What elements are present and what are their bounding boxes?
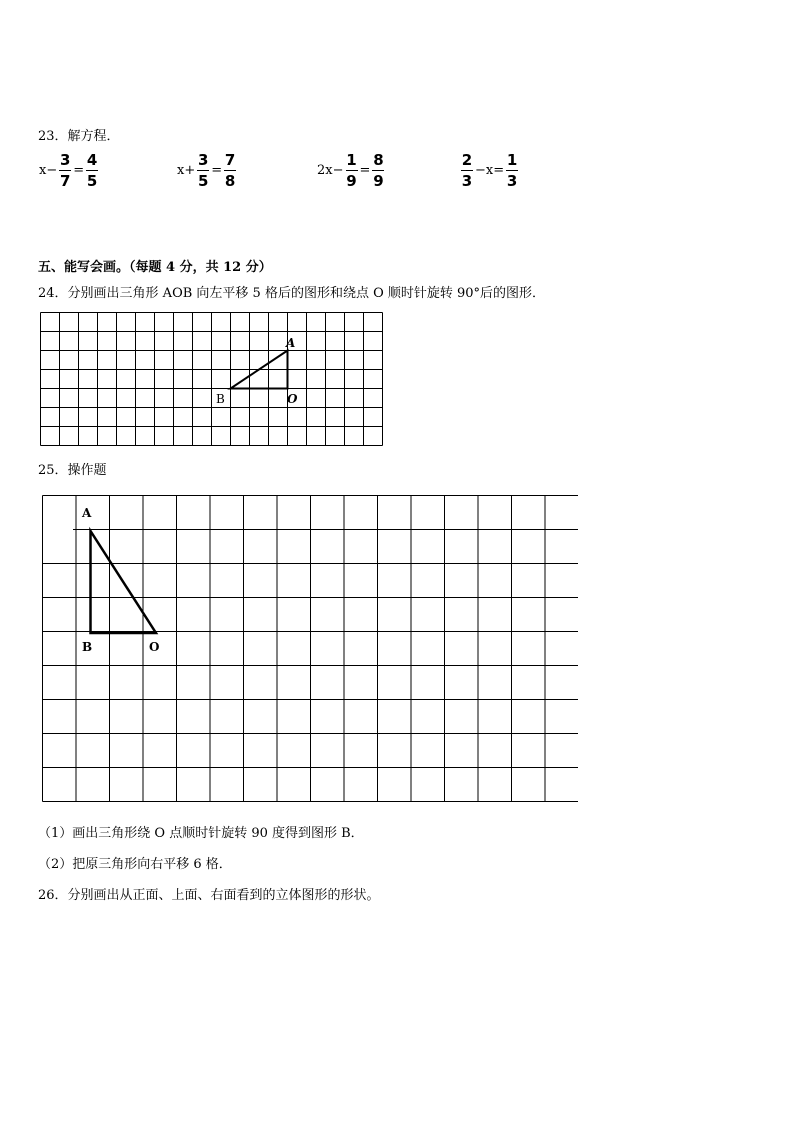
denominator: 5: [198, 171, 209, 190]
q24-grid-figure: [38, 311, 384, 447]
denominator: 7: [60, 171, 71, 190]
equation-1: [38, 148, 99, 192]
denominator: 3: [461, 171, 473, 190]
section-5-title: 五、能写会画。（每题 4 分，共 12 分）: [38, 260, 272, 275]
q25-sub1: （1）画出三角形绕 O 点顺时针旋转 90 度得到图形 B．: [38, 826, 364, 841]
eq-operator: =: [211, 162, 223, 178]
q25-grid-figure: [42, 495, 578, 803]
numerator: 1: [506, 150, 518, 169]
numerator: 4: [86, 150, 98, 169]
fraction: [372, 151, 384, 190]
q25-triangle: [91, 531, 157, 633]
q24-label-a: A: [286, 336, 296, 350]
equation-4: [460, 148, 519, 192]
fraction: [197, 151, 209, 190]
equation-2: [176, 148, 237, 192]
eq-prefix: x−: [39, 162, 58, 178]
numerator: 3: [198, 150, 209, 169]
q25-label-a: A: [82, 506, 92, 520]
q24-label-o: O: [287, 392, 298, 406]
eq-operator: =: [359, 162, 371, 178]
q26-text: 26．分别画出从正面、上面、右面看到的立体图形的形状。: [38, 888, 380, 903]
q25-title: 25．操作题: [38, 463, 107, 478]
numerator: 7: [224, 150, 236, 169]
numerator: 1: [346, 150, 357, 169]
fraction: [86, 151, 98, 190]
q25-grid: [43, 496, 579, 802]
eq-prefix: 2x−: [317, 162, 344, 178]
eq-prefix: x+: [177, 162, 196, 178]
equation-3: [316, 148, 385, 192]
fraction: [461, 151, 473, 190]
q24-label-b: B: [216, 392, 225, 406]
numerator: 3: [60, 150, 71, 169]
q25-label-o: O: [149, 640, 160, 654]
q25-sub2: （2）把原三角形向右平移 6 格．: [38, 857, 232, 872]
numerator: 2: [461, 150, 473, 169]
numerator: 8: [373, 150, 384, 169]
fraction: [224, 151, 236, 190]
q23-title: 23．解方程．: [38, 129, 120, 144]
eq-operator: =: [73, 162, 85, 178]
denominator: 9: [346, 171, 357, 190]
fraction: [346, 151, 358, 190]
denominator: 3: [506, 171, 518, 190]
denominator: 5: [86, 171, 98, 190]
fraction: [59, 151, 71, 190]
fraction: [506, 151, 518, 190]
q24-text: 24．分别画出三角形 AOB 向左平移 5 格后的图形和绕点 O 顺时针旋转 90°后的图形．: [38, 286, 546, 301]
denominator: 9: [373, 171, 384, 190]
q25-label-b: B: [82, 640, 93, 654]
denominator: 8: [224, 171, 236, 190]
eq-operator: −x=: [475, 162, 505, 178]
q24-grid: [41, 313, 383, 446]
